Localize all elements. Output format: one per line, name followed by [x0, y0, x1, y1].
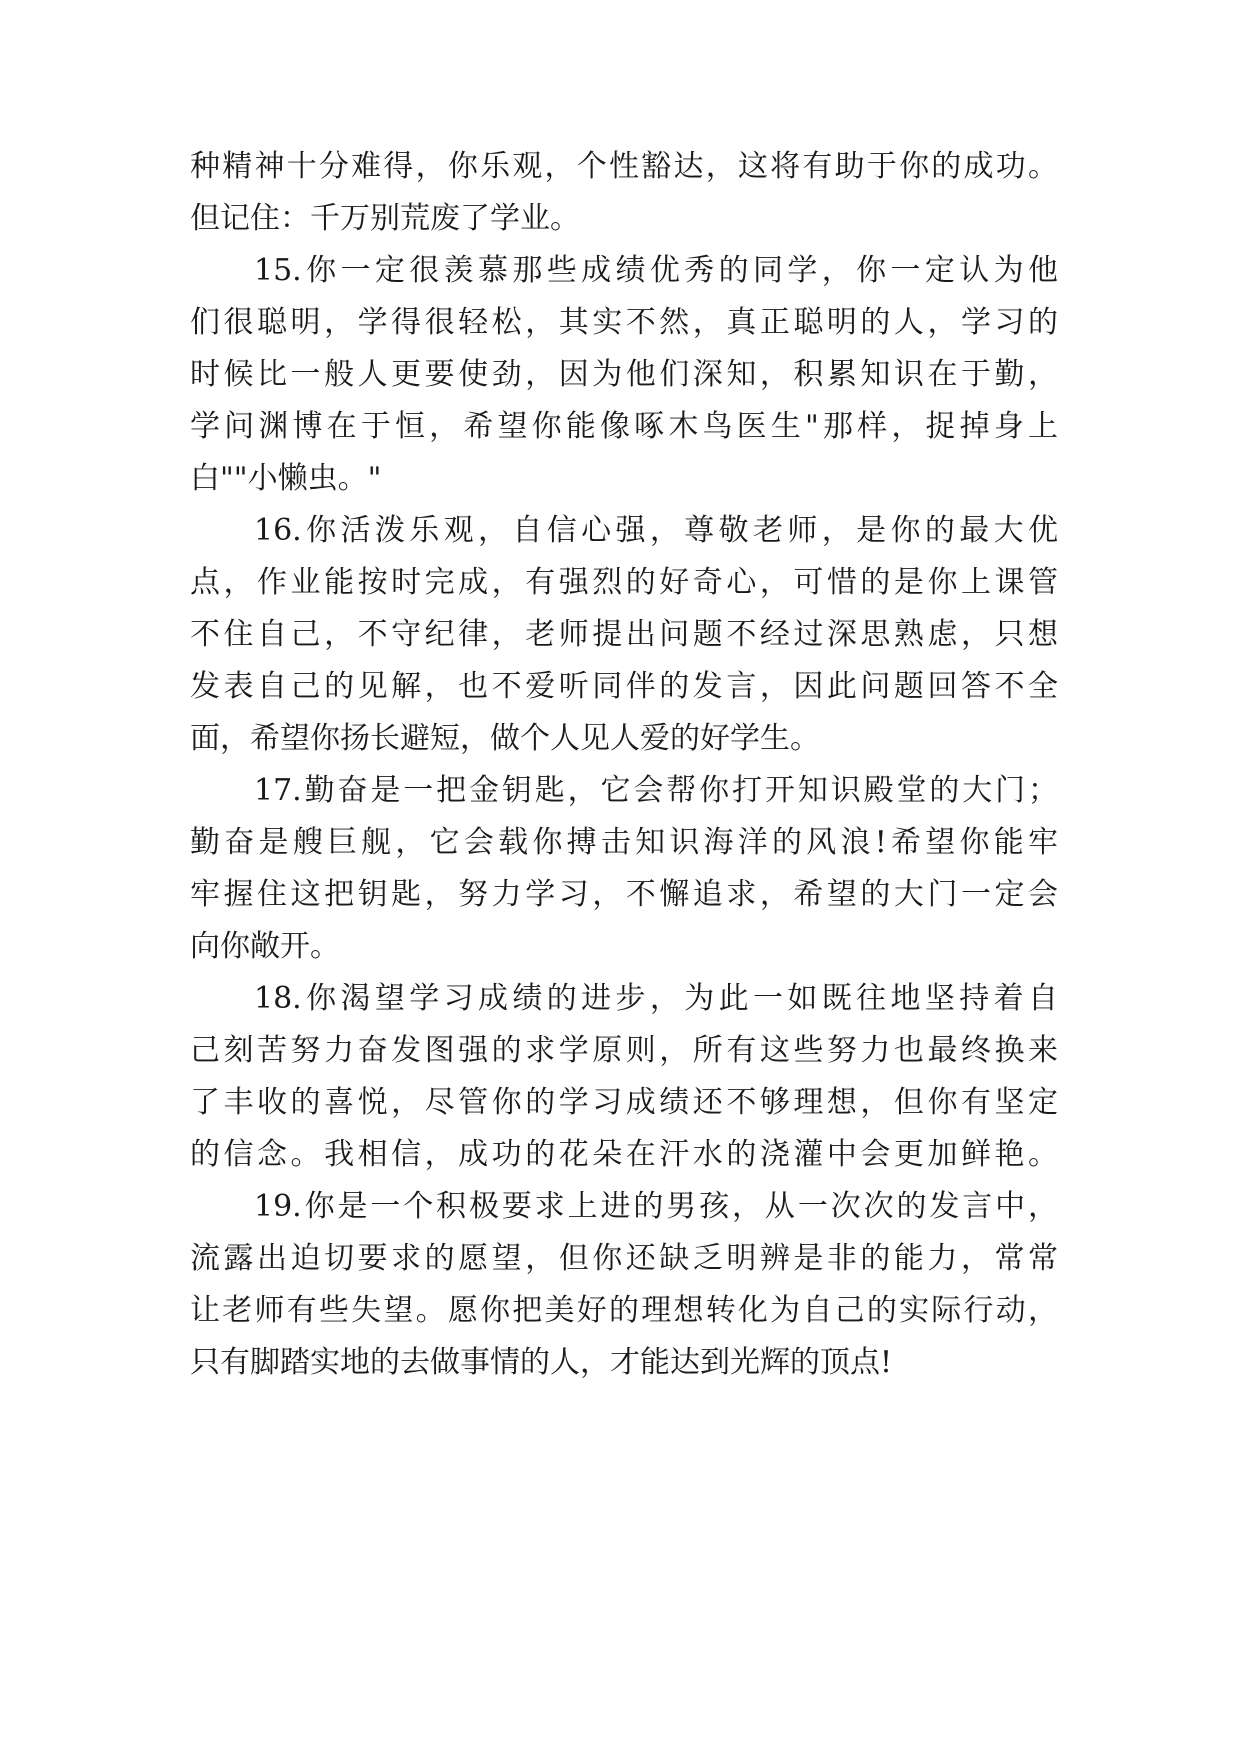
text-line: 时候比一般人更要使劲，因为他们深知，积累知识在于勤， [190, 357, 1058, 392]
text-line: 牢握住这把钥匙，努力学习，不懈追求，希望的大门一定会 [190, 877, 1058, 912]
text-line: 己刻苦努力奋发图强的求学原则，所有这些努力也最终换来 [190, 1033, 1058, 1068]
text-line: 们很聪明，学得很轻松，其实不然，真正聪明的人，学习的 [190, 305, 1058, 340]
text-line: 只有脚踏实地的去做事情的人，才能达到光辉的顶点! [190, 1345, 893, 1380]
text-line: 了丰收的喜悦，尽管你的学习成绩还不够理想，但你有坚定 [190, 1085, 1058, 1120]
text-line: 白""小懒虫。" [190, 461, 382, 496]
text-line: 种精神十分难得，你乐观，个性豁达，这将有助于你的成功。 [190, 149, 1058, 184]
paragraph-15-first-line: 15.你一定很羡慕那些成绩优秀的同学，你一定认为他 [254, 253, 1058, 288]
paragraph-16-first-line: 16.你活泼乐观，自信心强，尊敬老师，是你的最大优 [254, 513, 1058, 548]
text-line: 发表自己的见解，也不爱听同伴的发言，因此问题回答不全 [190, 669, 1058, 704]
text-line: 让老师有些失望。愿你把美好的理想转化为自己的实际行动， [190, 1293, 1058, 1328]
text-line: 点，作业能按时完成，有强烈的好奇心，可惜的是你上课管 [190, 565, 1058, 600]
text-line: 不住自己，不守纪律，老师提出问题不经过深思熟虑，只想 [190, 617, 1058, 652]
text-line: 向你敞开。 [190, 929, 340, 964]
text-line: 面，希望你扬长避短，做个人见人爱的好学生。 [190, 721, 820, 756]
text-line: 学问渊博在于恒，希望你能像啄木鸟医生"那样，捉掉身上 [190, 409, 1058, 444]
paragraph-19-first-line: 19.你是一个积极要求上进的男孩，从一次次的发言中， [254, 1189, 1058, 1224]
text-line: 但记住：千万别荒废了学业。 [190, 201, 580, 236]
text-line: 流露出迫切要求的愿望，但你还缺乏明辨是非的能力，常常 [190, 1241, 1058, 1276]
text-line: 勤奋是艘巨舰，它会载你搏击知识海洋的风浪!希望你能牢 [190, 825, 1058, 860]
paragraph-18-first-line: 18.你渴望学习成绩的进步，为此一如既往地坚持着自 [254, 981, 1058, 1016]
text-line: 的信念。我相信，成功的花朵在汗水的浇灌中会更加鲜艳。 [190, 1137, 1058, 1172]
paragraph-17-first-line: 17.勤奋是一把金钥匙，它会帮你打开知识殿堂的大门； [254, 773, 1058, 808]
